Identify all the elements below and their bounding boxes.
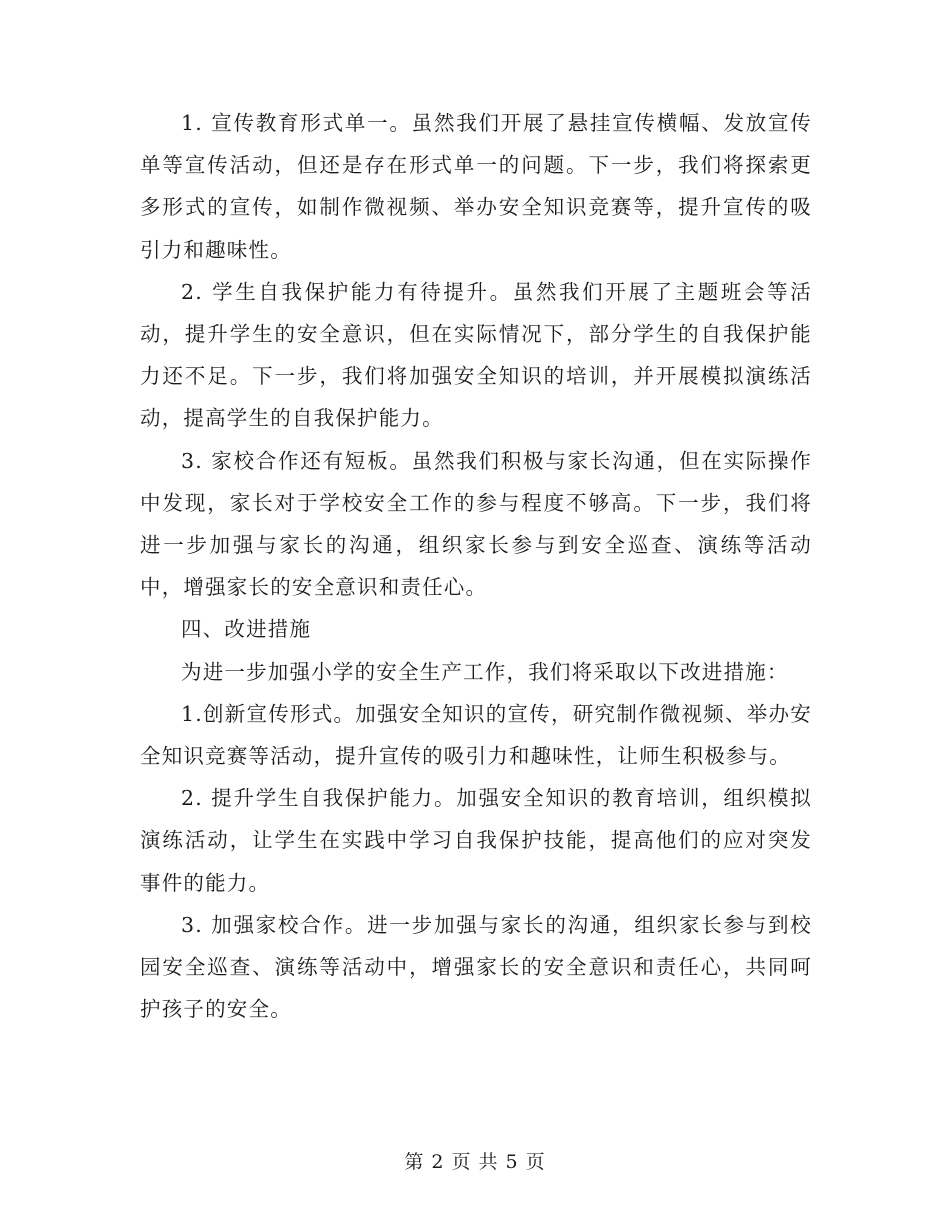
section-heading: 四、改进措施 — [181, 617, 312, 642]
measure-paragraph-1: 1.创新宣传形式。加强安全知识的宣传，研究制作微视频、举办安全知识竞赛等活动，提升宣传的吸引力和趣味性，让师生积极参与。 — [140, 701, 812, 769]
problem-paragraph-2: 2. 学生自我保护能力有待提升。虽然我们开展了主题班会等活动，提升学生的安全意识，但在实际情况下，部分学生的自我保护能力还不足。下一步，我们将加强安全知识的培训，并开展模拟演练活动，提高学生的自我保护能力。 — [140, 279, 812, 431]
problem-paragraph-3: 3. 家校合作还有短板。虽然我们积极与家长沟通，但在实际操作中发现，家长对于学校安全工作的参与程度不够高。下一步，我们将进一步加强与家长的沟通，组织家长参与到安全巡查、演练等活动中，增强家长的安全意识和责任心。 — [140, 448, 812, 600]
problem-paragraph-1: 1. 宣传教育形式单一。虽然我们开展了悬挂宣传横幅、发放宣传单等宣传活动，但还是存在形式单一的问题。下一步，我们将探索更多形式的宣传，如制作微视频、举办安全知识竞赛等，提升宣传的吸引力和趣味性。 — [140, 111, 812, 262]
page-number-footer: 第 2 页 共 5 页 — [404, 1151, 546, 1173]
intro-paragraph: 为进一步加强小学的安全生产工作，我们将采取以下改进措施： — [181, 659, 789, 684]
measure-paragraph-2: 2. 提升学生自我保护能力。加强安全知识的教育培训，组织模拟演练活动，让学生在实践中学习自我保护技能，提高他们的应对突发事件的能力。 — [140, 786, 812, 895]
measure-paragraph-3: 3. 加强家校合作。进一步加强与家长的沟通，组织家长参与到校园安全巡查、演练等活动中，增强家长的安全意识和责任心，共同呵护孩子的安全。 — [140, 912, 812, 1022]
document-body — [140, 102, 812, 1030]
